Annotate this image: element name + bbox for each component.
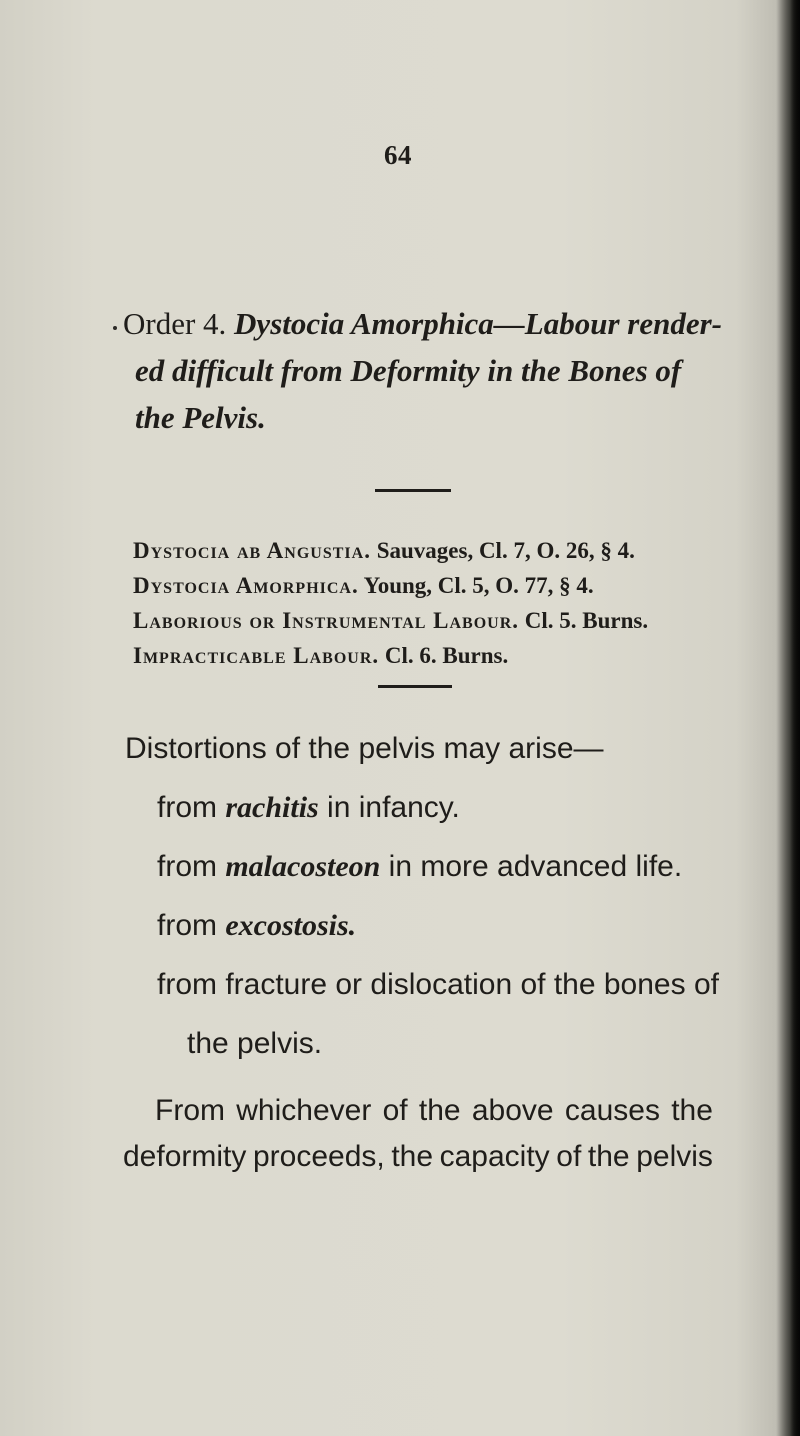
- order-heading: [123, 300, 723, 441]
- synonym-name: Dystocia ab Angustia.: [133, 538, 371, 563]
- closing-word: the: [671, 1094, 713, 1127]
- synonym-name: Laborious or Instrumental Labour.: [133, 608, 520, 633]
- cause-item: [125, 955, 725, 1014]
- cause-term: rachitis: [225, 791, 319, 824]
- closing-line-1: [123, 1088, 713, 1134]
- stray-ink-mark: [113, 326, 117, 330]
- cause-suffix: in more advanced life.: [380, 850, 683, 883]
- causes-paragraph: [125, 719, 725, 1073]
- closing-word: of: [382, 1094, 408, 1127]
- closing-word: From: [155, 1094, 225, 1127]
- cause-prefix: from: [157, 909, 226, 942]
- synonyms-list: [133, 533, 733, 673]
- synonym-reference: Sauvages, Cl. 7, O. 26, § 4.: [376, 538, 635, 563]
- heading-title-part-3: the Pelvis.: [135, 400, 266, 435]
- synonym-reference: Cl. 6. Burns.: [384, 643, 509, 668]
- synonym-name: Impracticable Labour.: [133, 643, 380, 668]
- closing-word: the: [587, 1140, 630, 1173]
- closing-paragraph: [123, 1088, 713, 1180]
- closing-word: deformity: [123, 1140, 247, 1173]
- synonym-entry: [133, 603, 733, 638]
- closing-word: proceeds,: [252, 1140, 385, 1173]
- heading-line-3: [123, 394, 723, 441]
- closing-word: the: [418, 1094, 461, 1127]
- cause-continuation: the pelvis.: [187, 1027, 323, 1060]
- synonym-reference: Young, Cl. 5, O. 77, § 4.: [363, 573, 594, 598]
- closing-word: of: [556, 1140, 582, 1173]
- synonym-entry: [133, 568, 733, 603]
- cause-term: malacosteon: [225, 850, 381, 883]
- heading-line-1: [123, 300, 723, 347]
- heading-title-part-1: Dystocia Amorphica—Labour render-: [234, 306, 723, 341]
- page-number: 64: [384, 140, 412, 170]
- synonym-entry: [133, 533, 733, 568]
- heading-title-part-2: ed difficult from Deformity in the Bones of: [135, 353, 682, 388]
- closing-word: above: [471, 1094, 554, 1127]
- closing-word: the: [391, 1140, 434, 1173]
- closing-word: pelvis: [636, 1140, 713, 1173]
- section-divider: [378, 685, 452, 688]
- cause-item: [125, 896, 725, 955]
- closing-word: causes: [564, 1094, 660, 1127]
- heading-order-number: Order 4.: [123, 306, 227, 341]
- cause-term: excostosis.: [225, 909, 357, 942]
- page-binding-shadow: [778, 0, 800, 1436]
- cause-prefix: from fracture or dislocation of the bones of: [157, 968, 719, 1001]
- closing-line-2: [123, 1134, 713, 1180]
- cause-prefix: from: [157, 850, 226, 883]
- cause-item: [125, 778, 725, 837]
- cause-item: [125, 837, 725, 896]
- cause-suffix: in infancy.: [318, 791, 460, 824]
- closing-word: whichever: [236, 1094, 372, 1127]
- synonym-name: Dystocia Amorphica.: [133, 573, 359, 598]
- section-divider: [375, 489, 451, 492]
- cause-prefix: from: [157, 791, 226, 824]
- synonym-reference: Cl. 5. Burns.: [524, 608, 649, 633]
- closing-word: capacity: [439, 1140, 550, 1173]
- heading-line-2: [123, 347, 723, 394]
- synonym-entry: [133, 638, 733, 673]
- causes-intro: Distortions of the pelvis may arise—: [125, 732, 604, 765]
